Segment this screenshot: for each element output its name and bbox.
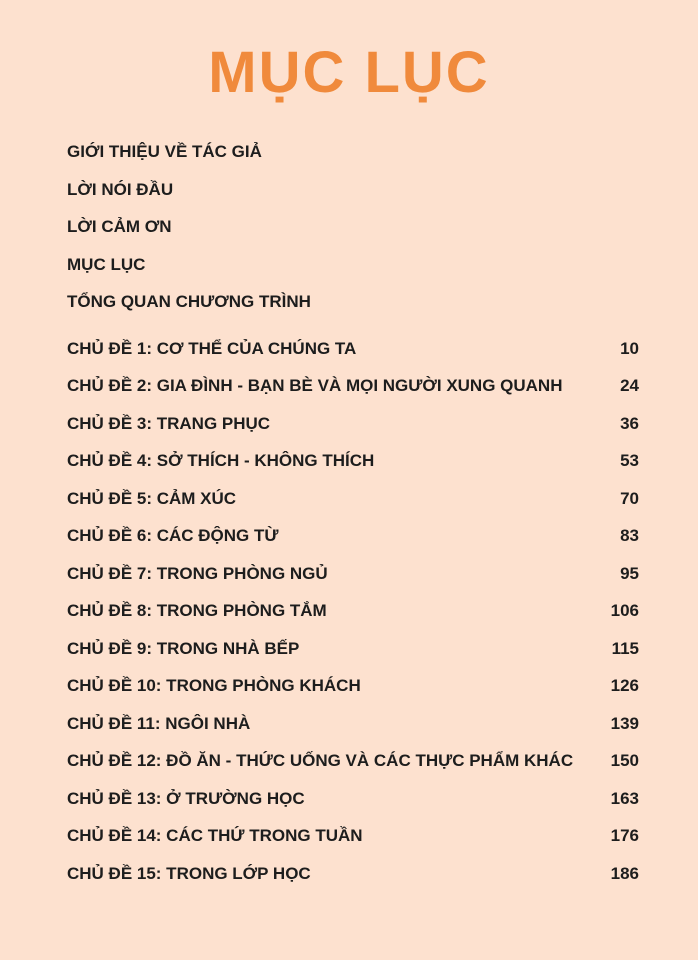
chapter-page-number: 83 (620, 526, 639, 546)
chapter-row (67, 743, 639, 781)
chapter-row (67, 443, 639, 481)
chapter-title: CHỦ ĐỀ 9: TRONG NHÀ BẾP (67, 638, 300, 658)
chapter-title: CHỦ ĐỀ 13: Ở TRƯỜNG HỌC (67, 788, 305, 808)
chapter-title: CHỦ ĐỀ 6: CÁC ĐỘNG TỪ (67, 526, 279, 546)
chapter-page-number: 163 (610, 788, 639, 808)
chapter-row (67, 630, 639, 668)
chapter-page-number: 106 (610, 601, 639, 621)
chapter-title: CHỦ ĐỀ 14: CÁC THỨ TRONG TUẦN (67, 826, 363, 846)
front-matter-list (67, 138, 647, 326)
chapter-row (67, 818, 639, 856)
chapter-row (67, 405, 639, 443)
front-matter-item: TỔNG QUAN CHƯƠNG TRÌNH (67, 292, 311, 311)
chapter-row (67, 518, 639, 556)
chapter-title: CHỦ ĐỀ 5: CẢM XÚC (67, 488, 237, 508)
chapter-title: CHỦ ĐỀ 11: NGÔI NHÀ (67, 713, 251, 733)
chapter-row (67, 705, 639, 743)
chapter-page-number: 10 (620, 338, 639, 358)
chapter-title: CHỦ ĐỀ 15: TRONG LỚP HỌC (67, 863, 311, 883)
chapter-row (67, 780, 639, 818)
chapter-page-number: 186 (610, 863, 639, 883)
chapter-page-number: 53 (620, 451, 639, 471)
chapter-row (67, 555, 639, 593)
chapter-title: CHỦ ĐỀ 12: ĐỒ ĂN - THỨC UỐNG VÀ CÁC THỰC PHẨM KHÁC (67, 751, 574, 771)
chapter-row (67, 668, 639, 706)
chapter-row (67, 368, 639, 406)
chapter-page-number: 115 (611, 638, 639, 658)
chapter-page-number: 150 (610, 751, 639, 771)
front-matter-item: MỤC LỤC (67, 254, 146, 274)
front-matter-item: LỜI CẢM ƠN (67, 217, 172, 236)
chapter-row (67, 855, 639, 893)
chapter-page-number: 176 (610, 826, 639, 846)
chapter-title: CHỦ ĐỀ 4: SỞ THÍCH - KHÔNG THÍCH (67, 451, 375, 471)
page-title: MỤC LỤC (208, 40, 490, 105)
chapter-title: CHỦ ĐỀ 7: TRONG PHÒNG NGỦ (67, 563, 328, 583)
chapter-page-number: 36 (620, 413, 639, 433)
chapter-page-number: 95 (620, 563, 639, 583)
chapter-page-number: 139 (610, 713, 639, 733)
front-matter-item: GIỚI THIỆU VỀ TÁC GIẢ (67, 142, 262, 161)
chapter-page-number: 70 (620, 488, 639, 508)
chapter-row (67, 330, 639, 368)
chapter-title: CHỦ ĐỀ 1: CƠ THỂ CỦA CHÚNG TA (67, 338, 357, 358)
chapter-row (67, 480, 639, 518)
chapter-page-number: 126 (610, 676, 639, 696)
chapter-row (67, 593, 639, 631)
chapter-title: CHỦ ĐỀ 2: GIA ĐÌNH - BẠN BÈ VÀ MỌI NGƯỜI XUNG QUANH (67, 376, 563, 396)
chapter-list (67, 330, 639, 893)
chapter-title: CHỦ ĐỀ 10: TRONG PHÒNG KHÁCH (67, 676, 361, 696)
chapter-title: CHỦ ĐỀ 3: TRANG PHỤC (67, 413, 271, 433)
front-matter-item: LỜI NÓI ĐẦU (67, 179, 174, 199)
chapter-title: CHỦ ĐỀ 8: TRONG PHÒNG TẮM (67, 601, 327, 621)
chapter-page-number: 24 (620, 376, 639, 396)
